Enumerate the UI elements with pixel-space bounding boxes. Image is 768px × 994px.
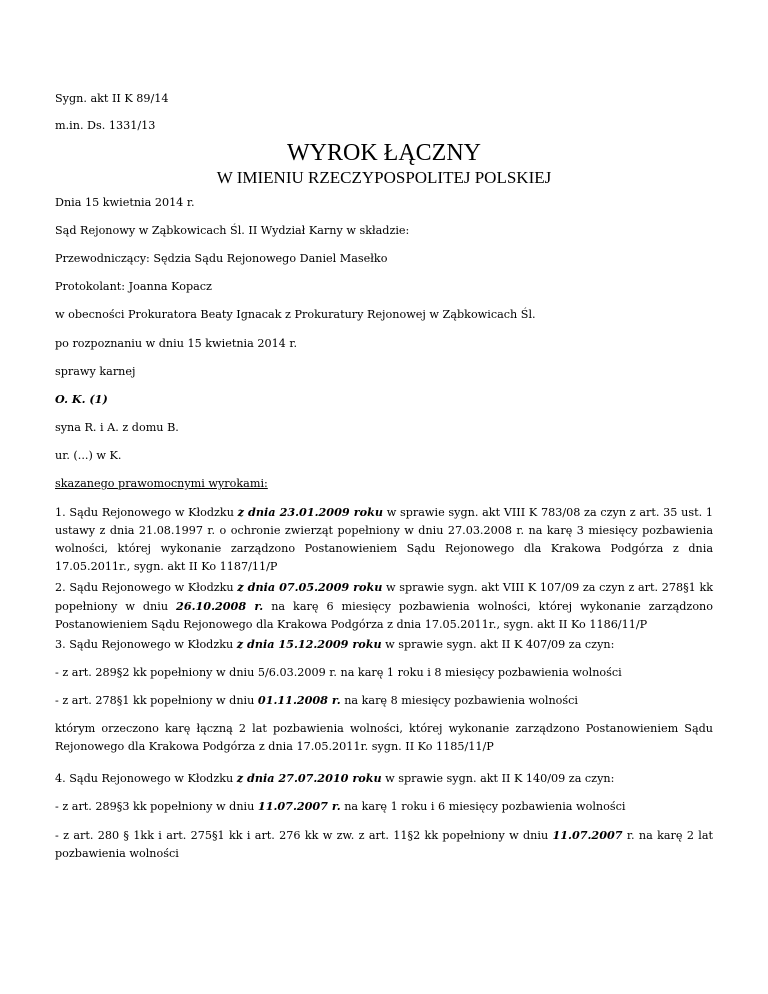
judgment-3-offense-1: - z art. 289§2 kk popełniony w dniu 5/6.03.2009 r. na karę 1 roku i 8 miesięcy pozbawienia wolności	[55, 666, 622, 679]
judgment-3-date: z dnia 15.12.2009 roku	[236, 637, 382, 651]
defendant-parents: syna R. i A. z domu B.	[55, 421, 179, 434]
judgment-1: 1. Sądu Rejonowego w Kłodzku z dnia 23.01.2009 roku w sprawie sygn. akt VIII K 783/08 za czyn z art. 35 ust. 1 ustawy z dnia 21.08.1997 r. o ochronie zwierząt popełniony w dniu 27.03.2008 r. na karę 3 miesięcy pozbawienia wolności, której wykonanie zarządzono Postanowieniem Sądu Rejonowego dla Krakowa Podgórza z dnia 17.05.2011r., sygn. akt II Ko 1187/11/P	[55, 505, 713, 573]
judgment-4-date: z dnia 27.07.2010 roku	[236, 771, 382, 785]
judgment-2-date: z dnia 07.05.2009 roku	[237, 580, 383, 594]
hearing-date: po rozpoznaniu w dniu 15 kwietnia 2014 r.	[55, 337, 298, 350]
court-composition: Sąd Rejonowy w Ząbkowicach Śl. II Wydział Karny w składzie:	[55, 224, 410, 237]
judgment-3-combined-sentence: którym orzeczono karę łączną 2 lat pozbawienia wolności, której wykonanie zarządzono Postanowieniem Sądu Rejonowego dla Krakowa Podgórza z dnia 17.05.2011r. sygn. II Ko 1185/11/P	[55, 722, 713, 753]
document-title: WYROK ŁĄCZNY	[287, 140, 481, 166]
judgment-3-offense-2: - z art. 278§1 kk popełniony w dniu 01.11.2008 r. na karę 8 miesięcy pozbawienia wolności	[55, 693, 578, 707]
case-type: sprawy karnej	[55, 365, 136, 378]
convicted-by-heading: skazanego prawomocnymi wyrokami:	[55, 477, 268, 490]
court-clerk: Protokolant: Joanna Kopacz	[55, 280, 212, 293]
case-number: Sygn. akt II K 89/14	[55, 92, 169, 105]
prosecutor-line: w obecności Prokuratora Beaty Ignacak z Prokuratury Rejonowej w Ząbkowicach Śl.	[55, 308, 536, 321]
judgment-date: Dnia 15 kwietnia 2014 r.	[55, 196, 195, 209]
judgment-3: 3. Sądu Rejonowego w Kłodzku z dnia 15.12.2009 roku w sprawie sygn. akt II K 407/09 za czyn:	[55, 637, 615, 651]
judgment-4-offense-1: - z art. 289§3 kk popełniony w dniu 11.07.2007 r. na karę 1 roku i 6 miesięcy pozbawienia wolności	[55, 799, 626, 813]
presiding-judge: Przewodniczący: Sędzia Sądu Rejonowego Daniel Masełko	[55, 252, 388, 265]
reference-number: m.in. Ds. 1331/13	[55, 119, 156, 132]
judgment-4-offense-2: - z art. 280 § 1kk i art. 275§1 kk i art. 276 kk w zw. z art. 11§2 kk popełniony w dniu 11.07.2007 r. na karę 2 lat pozbawienia wolności	[55, 828, 714, 860]
defendant-name: O. K. (1)	[55, 392, 108, 406]
defendant-birth: ur. (...) w K.	[55, 449, 122, 462]
document-subtitle: W IMIENIU RZECZYPOSPOLITEJ POLSKIEJ	[216, 168, 552, 187]
judgment-4: 4. Sądu Rejonowego w Kłodzku z dnia 27.07.2010 roku w sprawie sygn. akt II K 140/09 za czyn:	[55, 771, 615, 785]
judgment-1-date: z dnia 23.01.2009 roku	[237, 505, 383, 519]
judgment-2-offense-date: 26.10.2008 r.	[176, 599, 264, 613]
judgment-2: 2. Sądu Rejonowego w Kłodzku z dnia 07.05.2009 roku w sprawie sygn. akt VIII K 107/09 za czyn z art. 278§1 kk popełniony w dniu 26.10.2008 r. na karę 6 miesięcy pozbawienia wolności, której wykonanie zarządzono Postanowieniem Sądu Rejonowego dla Krakowa Podgórza z dnia 17.05.2011r., sygn. akt II Ko 1186/11/P	[55, 580, 713, 631]
